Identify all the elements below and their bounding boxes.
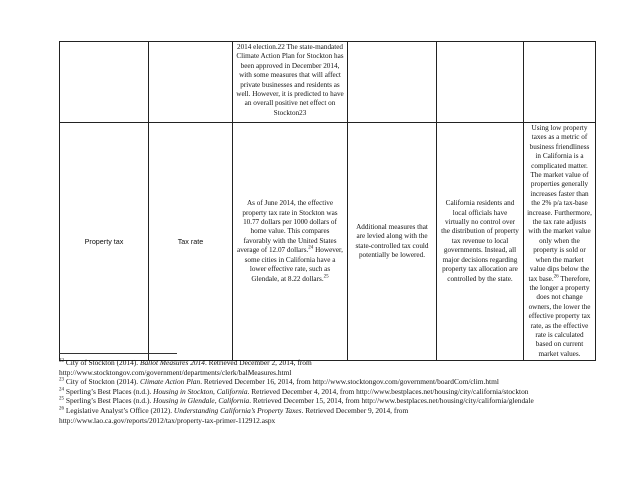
row-sublabel-tax-rate: Tax rate — [149, 123, 233, 361]
footnote-text: Legislative Analyst’s Office (2012). — [65, 405, 174, 415]
footnote-title: Understanding California’s Property Taxes — [173, 405, 302, 415]
footnote-title: Housing in Glendale, California — [153, 396, 250, 406]
footnote-text: City of Stockton (2014). — [65, 377, 140, 387]
cell-constraints: California residents and local officials have virtually no control over the distribution of property tax revenue to local governments. Instead, all major decisions regarding property tax allocation are controlled by the state. — [437, 123, 524, 361]
footnote-number: 25 — [59, 396, 64, 402]
footnote-number: 26 — [59, 406, 64, 412]
table-row — [60, 42, 596, 123]
footnote-ref[interactable]: 26 — [553, 274, 559, 280]
footnote-number: 24 — [59, 387, 64, 393]
footnote-text: . Retrieved December 4, 2014, from http://www.bestplaces.net/housing/city/california/stockton — [247, 386, 529, 396]
table-cell — [60, 42, 149, 123]
cell-text: Therefore, the longer a property does not change owners, the lower the effective property tax rate, as the effective rate is calculated based on current market values. — [528, 274, 591, 358]
footnote-title: Housing in Stockton, California — [153, 386, 248, 396]
footnote-ref[interactable]: 24 — [308, 245, 314, 251]
table-cell-continued-text — [233, 42, 348, 123]
footnote — [59, 396, 619, 406]
cell-text: 2014 election.22 The state-mandated Climate Action Plan for Stockton has been approved in December 2014, with some measures that will affect private businesses and residents as well. However, it is predicted to have an overall positive net effect on Stockton23 — [236, 43, 344, 117]
footnote-url[interactable]: http://www.lao.ca.gov/reports/2012/tax/property-tax-primer-112912.aspx — [59, 415, 276, 425]
footnote-text: City of Stockton (2014). — [65, 358, 140, 367]
cell-text: Using low property taxes as a metric of business friendliness in California is a complicated matter. The market value of properties generally increases faster than the 2% p/a tax-base increase. Furthermore, the tax rate adjusts with the market value only when the property is sold or when the market value dips below the tax base. — [527, 124, 592, 283]
footnote — [59, 377, 619, 387]
footnote — [59, 358, 619, 368]
cell-text: However, some cities in California have a lower effective rate, such as Glendale, at 8.22 dollars. — [244, 246, 343, 283]
footnote — [59, 387, 619, 397]
policy-table — [59, 41, 596, 361]
footnote — [59, 406, 619, 416]
footnote-text: . Retrieved December 15, 2014, from http://www.bestplaces.net/housing/city/california/glendale — [249, 396, 534, 406]
table-cell — [524, 42, 596, 123]
footnotes — [59, 358, 619, 425]
footnote-text: Sperling’s Best Places (n.d.). — [65, 396, 154, 406]
footnote-title: Ballot Measures 2014 — [139, 358, 205, 367]
table-cell — [437, 42, 524, 123]
table-row — [60, 123, 596, 361]
cell-current-state — [233, 123, 348, 361]
footnote-text: . Retrieved December 9, 2014, from — [301, 405, 409, 415]
footnote-divider — [59, 353, 177, 354]
footnote-number: 23 — [59, 377, 64, 383]
footnote-text: . Retrieved December 2, 2014, from — [204, 358, 312, 367]
footnote-title: Climate Action Plan — [139, 377, 201, 387]
table-cell — [348, 42, 437, 123]
cell-opportunities: Additional measures that are levied along with the state-controlled tax could potentially be lowered. — [348, 123, 437, 361]
footnote-url[interactable]: http://www.stocktongov.com/government/departments/clerk/balMeasures.html — [59, 367, 292, 377]
footnote-text: Sperling’s Best Places (n.d.). — [65, 386, 154, 396]
footnote-ref[interactable]: 25 — [323, 274, 329, 280]
table-cell — [149, 42, 233, 123]
footnote-text: . Retrieved December 16, 2014, from http://www.stocktongov.com/government/boardCom/clim.html — [200, 377, 499, 387]
footnote-number: 22 — [59, 358, 64, 364]
cell-text: As of June 2014, the effective property tax rate in Stockton was 10.77 dollars per 1000 dollars of home value. This compares favorably with the United States average of 12.07 dollars. — [237, 199, 338, 255]
row-label-property-tax: Property tax — [60, 123, 149, 361]
cell-comments — [524, 123, 596, 361]
